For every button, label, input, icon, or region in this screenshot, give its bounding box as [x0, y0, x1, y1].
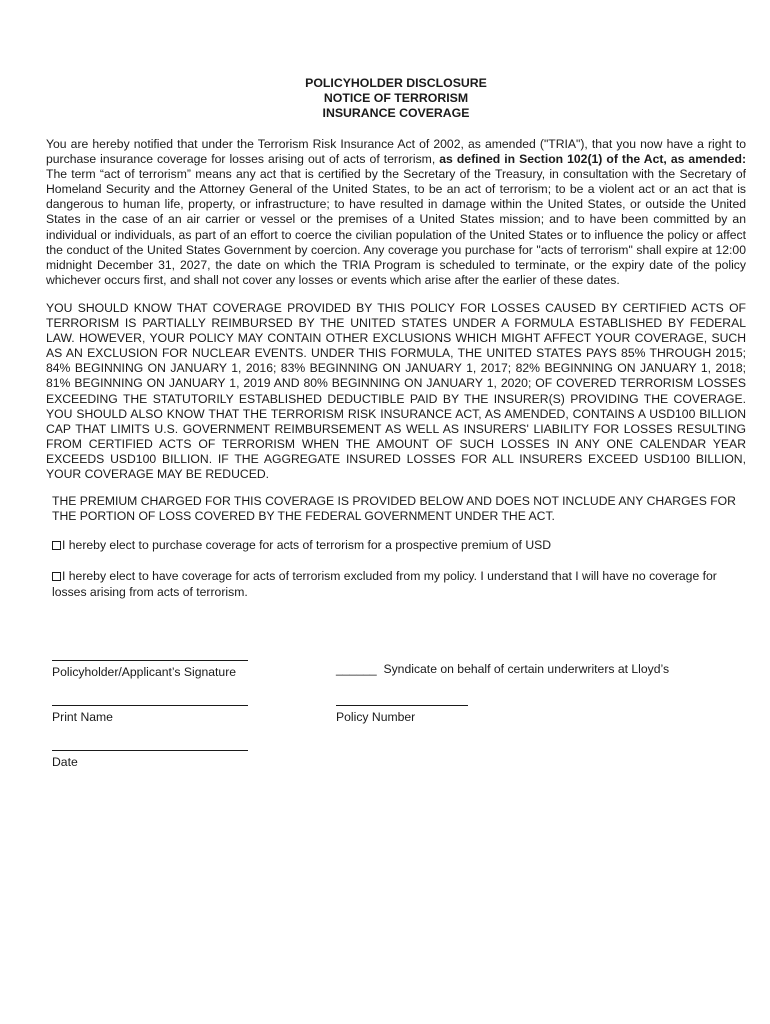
intro-text-2: The term “act of terrorism” means any act that is certified by the Secretary of the Treasury, in consultation with the Secretary of Homeland Security and the Attorney General of the United States, to be an act of terrorism; to be a violent act or an act that is dangerous to human life, property, or infrastructure; to have resulted in damage within the United States, or outside the United States in the case of an air carrier or vessel or the premises of a United States mission; and to have been committed by an individual or individuals, as part of an effort to coerce the civilian population of the United States or to influence the policy or affect the conduct of the United States Government by coercion. Any coverage you purchase for "acts of terrorism" shall expire at 12:00 midnight December 31, 2027, the date on which the TRIA Program is scheduled to terminate, or the expiry date of the policy whichever occurs first, and shall not cover any losses or events which arise after the earlier of these dates.: [46, 167, 746, 287]
policy-number-line[interactable]: [336, 695, 468, 706]
syndicate-blank[interactable]: ______: [336, 662, 377, 676]
print-name-line[interactable]: [52, 695, 248, 706]
purchase-election: [52, 537, 746, 553]
exclude-checkbox[interactable]: [52, 572, 61, 581]
exclude-election-label: I hereby elect to have coverage for acts of terrorism excluded from my policy. I understand that I will have no coverage for losses arising from acts of terrorism.: [52, 569, 717, 600]
title-line-1: POLICYHOLDER DISCLOSURE: [305, 76, 487, 90]
policyholder-signature-line[interactable]: [52, 650, 248, 661]
intro-paragraph: [46, 137, 746, 288]
print-name-field[interactable]: [52, 695, 248, 725]
reimbursement-paragraph: YOU SHOULD KNOW THAT COVERAGE PROVIDED BY THIS POLICY FOR LOSSES CAUSED BY CERTIFIED ACTS OF TERRORISM IS PARTIALLY REIMBURSED BY THE UNITED STATES UNDER A FORMULA ESTABLISHED BY FEDERAL LAW. HOWEVER, YOUR POLICY MAY CONTAIN OTHER EXCLUSIONS WHICH MIGHT AFFECT YOUR COVERAGE, SUCH AS AN EXCLUSION FOR NUCLEAR EVENTS. UNDER THIS FORMULA, THE UNITED STATES PAYS 85% THROUGH 2015; 84% BEGINNING ON JANUARY 1, 2016; 83% BEGINNING ON JANUARY 1, 2017; 82% BEGINNING ON JANUARY 1, 2018; 81% BEGINNING ON JANUARY 1, 2019 AND 80% BEGINNING ON JANUARY 1, 2020; OF COVERED TERRORISM LOSSES EXCEEDING THE STATUTORILY ESTABLISHED DEDUCTIBLE PAID BY THE INSURER(S) PROVIDING THE COVERAGE. YOU SHOULD ALSO KNOW THAT THE TERRORISM RISK INSURANCE ACT, AS AMENDED, CONTAINS A USD100 BILLION CAP THAT LIMITS U.S. GOVERNMENT REIMBURSEMENT AS WELL AS INSURERS' LIABILITY FOR LOSSES RESULTING FROM CERTIFIED ACTS OF TERRORISM WHEN THE AMOUNT OF SUCH LOSSES IN ANY ONE CALENDAR YEAR EXCEEDS USD100 BILLION. IF THE AGGREGATE INSURED LOSSES FOR ALL INSURERS EXCEED USD100 BILLION, YOUR COVERAGE MAY BE REDUCED.: [46, 300, 746, 481]
policyholder-signature-label: Policyholder/Applicant’s Signature: [52, 665, 237, 679]
intro-text-1: You are hereby notified that under the Terrorism Risk Insurance Act of 2002, as amended ("TRIA"), that you now have a right to purchase insurance coverage for losses arising out of acts of terrorism,: [46, 137, 746, 167]
date-label: Date: [52, 755, 78, 769]
syndicate-label: Syndicate on behalf of certain underwriters at Lloyd’s: [383, 662, 670, 676]
title-line-3: INSURANCE COVERAGE: [322, 106, 470, 120]
exclude-election: [52, 568, 746, 600]
policy-number-field[interactable]: [336, 695, 468, 725]
policyholder-signature-field[interactable]: [52, 650, 248, 680]
document-title: [46, 76, 746, 121]
date-field[interactable]: [52, 740, 248, 770]
title-line-2: NOTICE OF TERRORISM: [323, 91, 469, 105]
purchase-checkbox[interactable]: [52, 541, 61, 550]
syndicate-field: [336, 662, 716, 677]
premium-paragraph: THE PREMIUM CHARGED FOR THIS COVERAGE IS PROVIDED BELOW AND DOES NOT INCLUDE ANY CHARGES FOR THE PORTION OF LOSS COVERED BY THE FEDERAL GOVERNMENT UNDER THE ACT.: [52, 494, 736, 524]
purchase-election-label: I hereby elect to purchase coverage for acts of terrorism for a prospective premium of USD: [62, 538, 552, 553]
date-line[interactable]: [52, 740, 248, 751]
intro-bold-text: as defined in Section 102(1) of the Act, as amended:: [439, 152, 746, 167]
print-name-label: Print Name: [52, 710, 113, 724]
policy-number-label: Policy Number: [336, 710, 416, 724]
